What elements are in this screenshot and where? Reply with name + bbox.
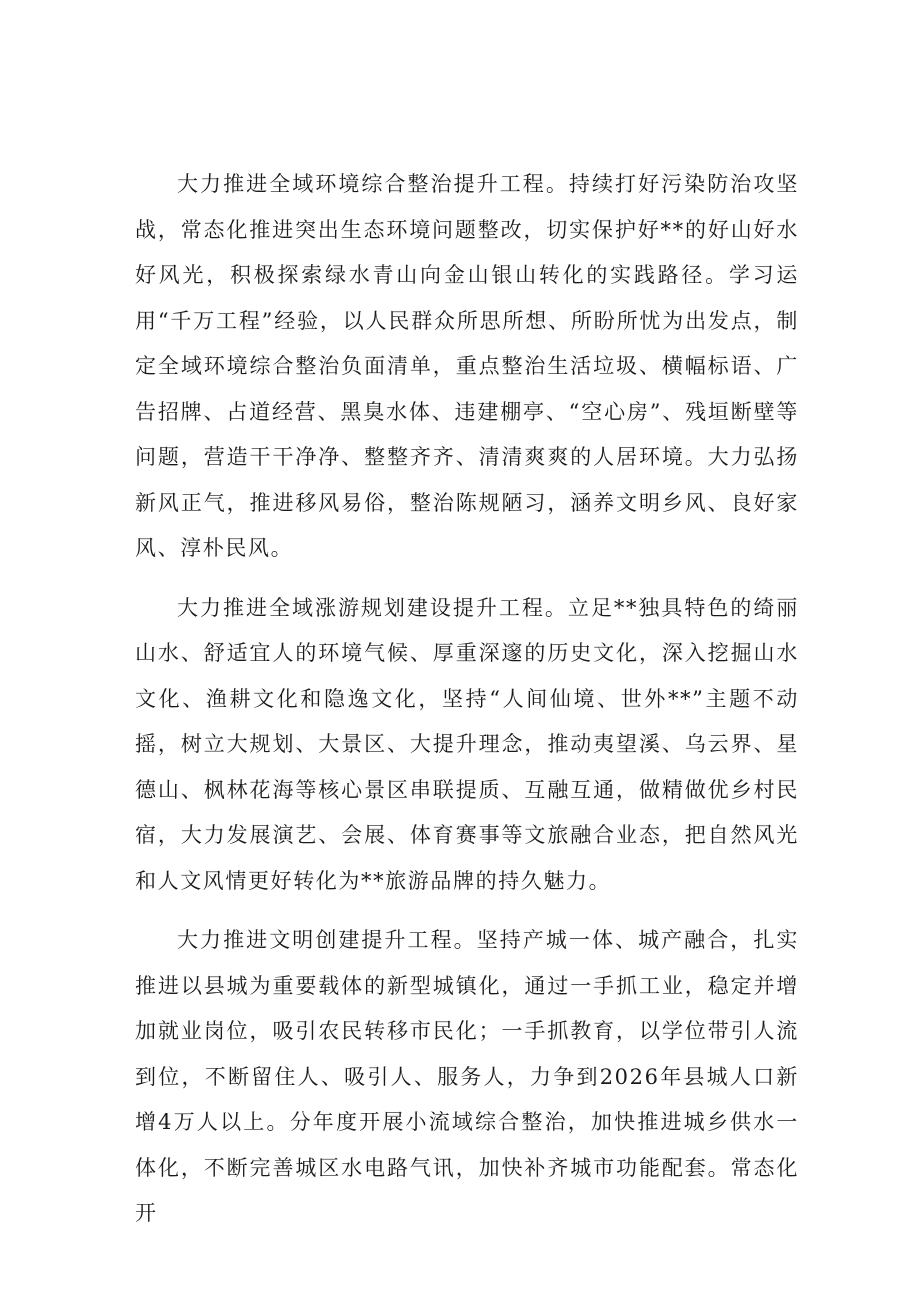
paragraph-civilization-building: 大力推进文明创建提升工程。坚持产城一体、城产融合，扎实推进以县城为重要载体的新型城镇化，通过一手抓工业，稳定并增加就业岗位，吸引农民转移市民化；一手抓教育，以学位带引人流到位，不断留住人、吸引人、服务人，力争到2026年县城人口新增4万人以上。分年度开展小流域综合整治，加快推进城乡供水一体化，不断完善城区水电路气讯，加快补齐城市功能配套。常态化开 [135, 928, 799, 1225]
document-body [135, 162, 799, 1251]
paragraph-tourism-planning: 大力推进全域涨游规划建设提升工程。立足**独具特色的绮丽山水、舒适宜人的环境气候、厚重深邃的历史文化，深入挖掘山水文化、渔耕文化和隐逸文化，坚持“人间仙境、世外**”主题不动摇，树立大规划、大景区、大提升理念，推动夷望溪、乌云界、星德山、枫林花海等核心景区串联提质、互融互通，做精做优乡村民宿，大力发展演艺、会展、体育赛事等文旅融合业态，把自然风光和人文风情更好转化为**旅游品牌的持久魅力。 [135, 595, 799, 893]
paragraph-environment-remediation: 大力推进全域环境综合整治提升工程。持续打好污染防治攻坚战，常态化推进突出生态环境问题整改，切实保护好**的好山好水好风光，积极探索绿水青山向金山银山转化的实践路径。学习运用“千万工程”经验，以人民群众所思所想、所盼所忧为出发点，制定全域环境综合整治负面清单，重点整治生活垃圾、横幅标语、广告招牌、占道经营、黑臭水体、违建棚亭、“空心房”、残垣断壁等问题，营造干干净净、整整齐齐、清清爽爽的人居环境。大力弘扬新风正气，推进移风易俗，整治陈规陋习，涵养文明乡风、良好家风、淳朴民风。 [135, 172, 800, 560]
